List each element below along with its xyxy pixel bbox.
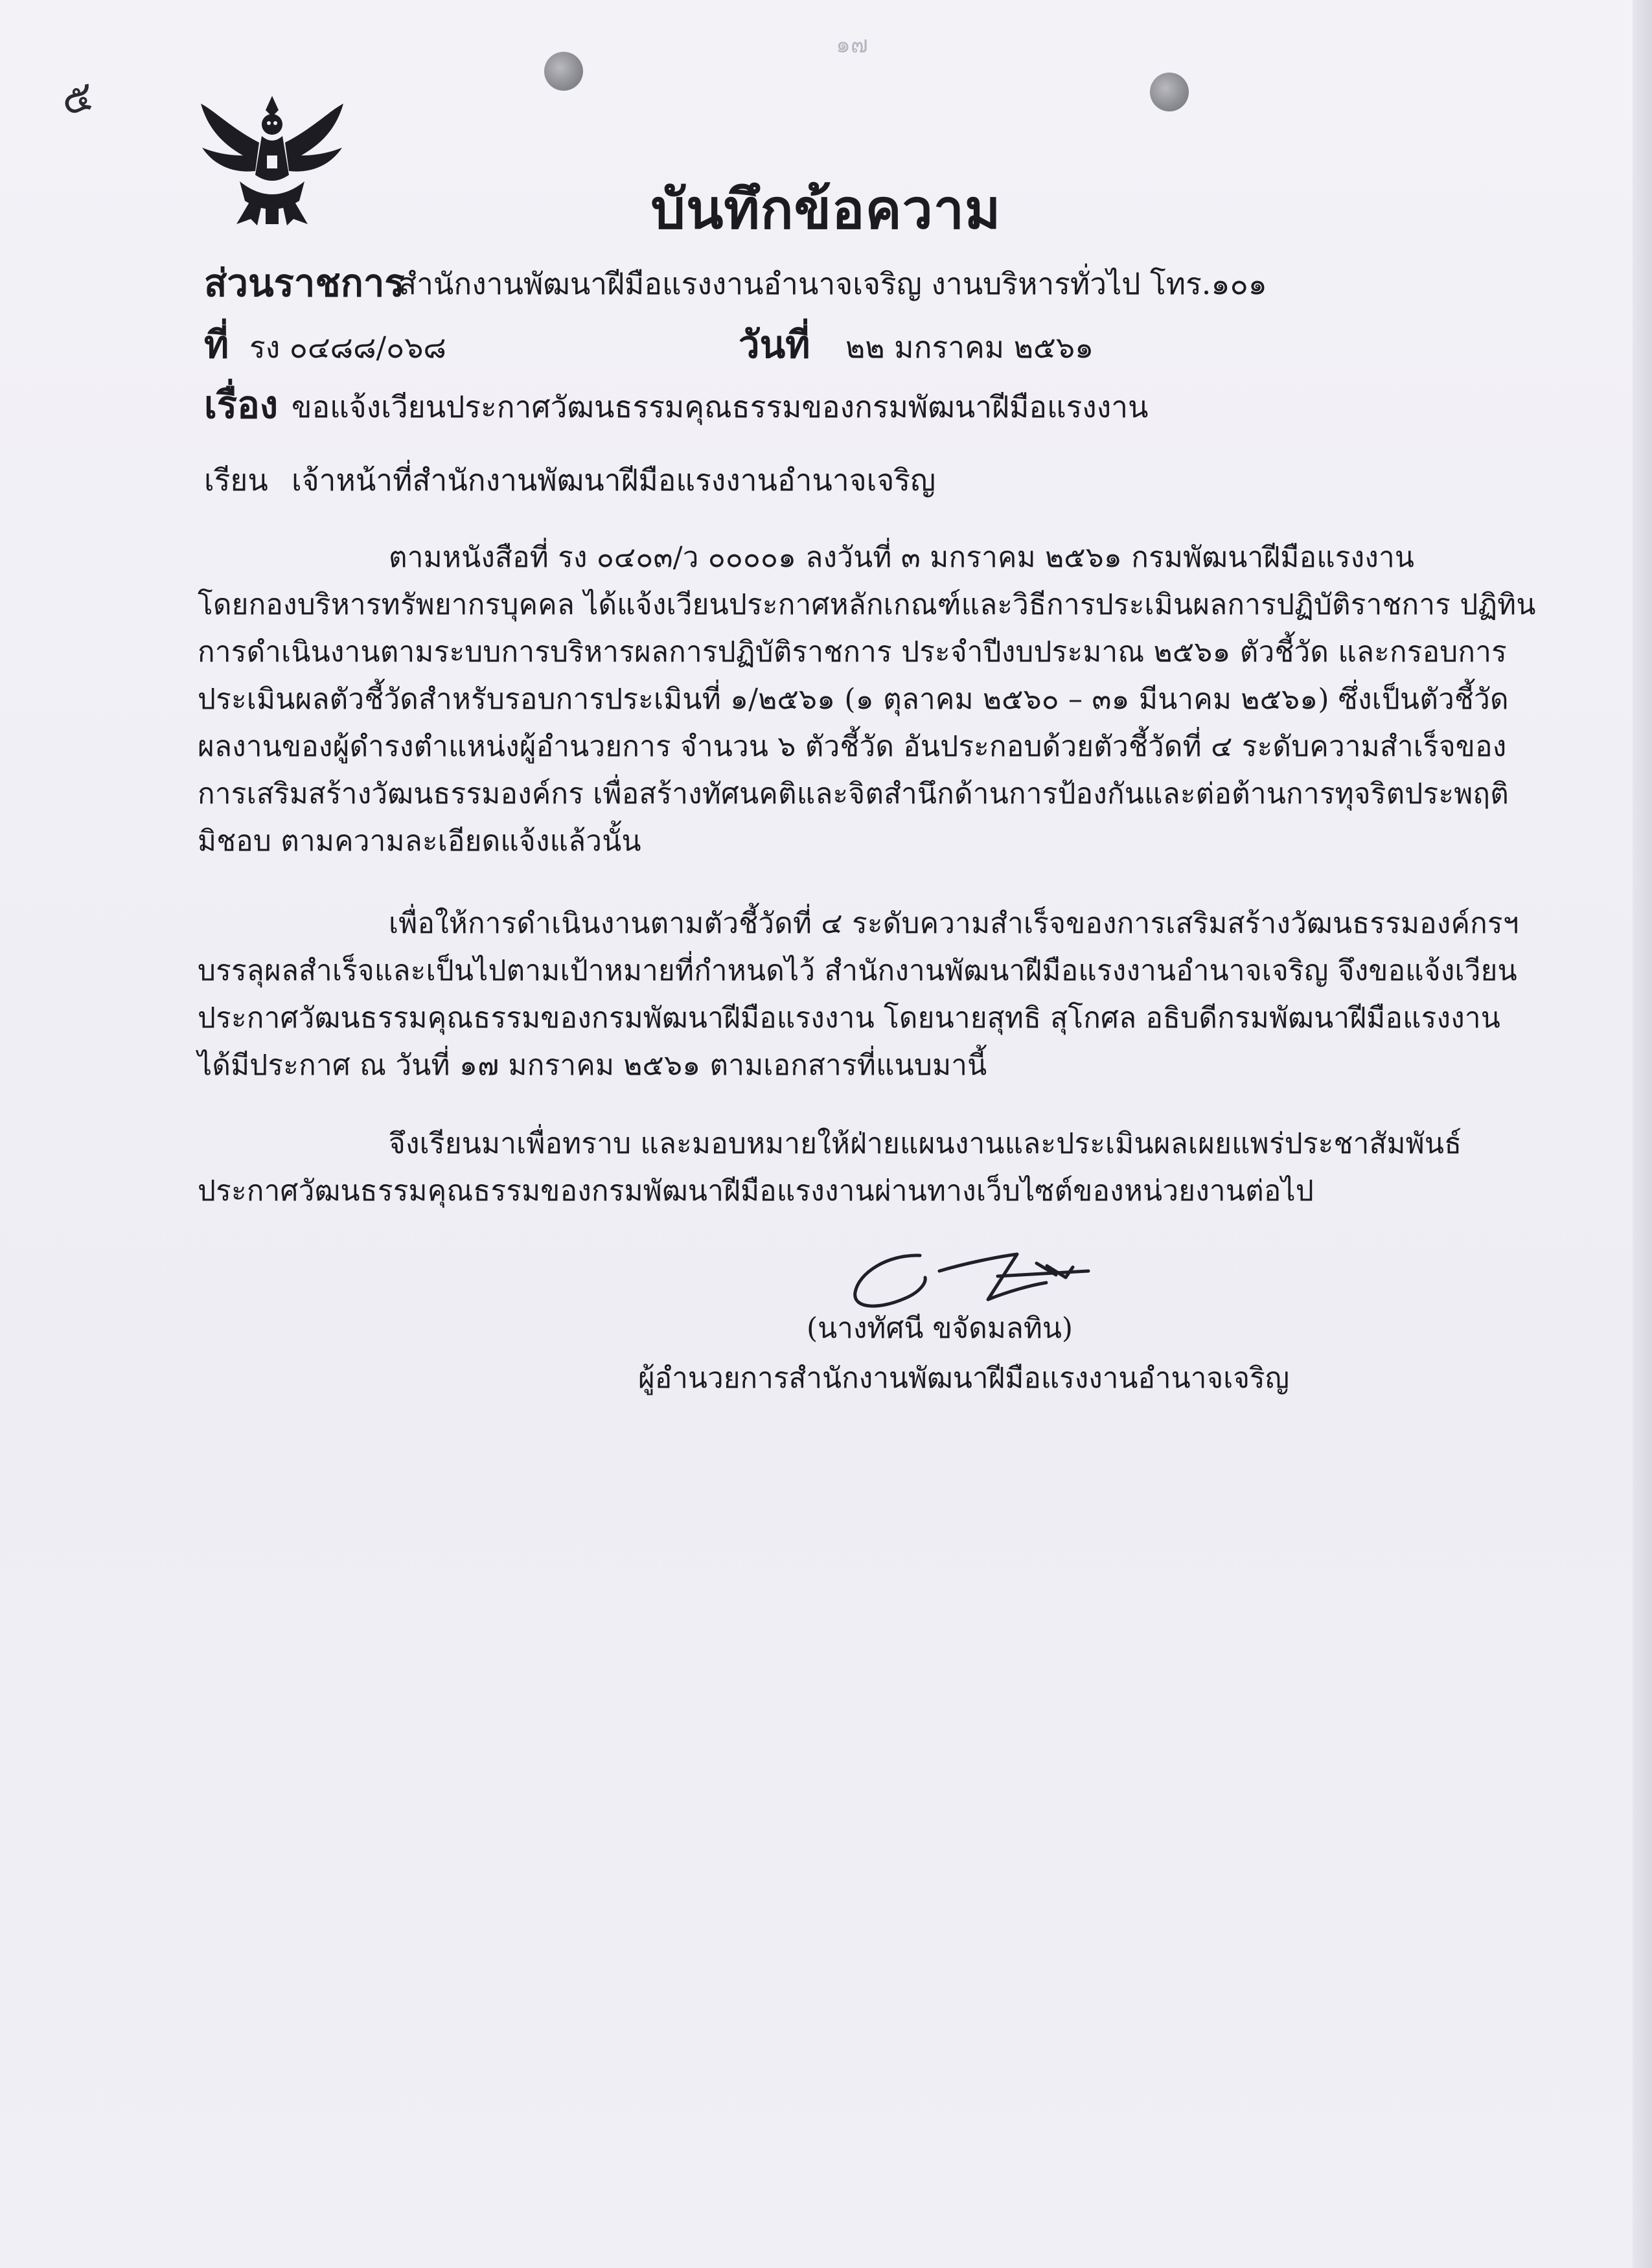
subject-label: เรื่อง xyxy=(204,383,279,427)
page-title: บันทึกข้อความ xyxy=(650,177,1002,241)
body-line: เพื่อให้การดำเนินงานตามตัวชี้วัดที่ ๔ ระดับความสำเร็จของการเสริมสร้างวัฒนธรรมองค์กรฯ xyxy=(389,907,1519,940)
date-label: วันที่ xyxy=(739,323,810,367)
body-line: โดยกองบริหารทรัพยากรบุคคล ได้แจ้งเวียนประกาศหลักเกณฑ์และวิธีการประเมินผลการปฏิบัติราชการ ปฏิทิน xyxy=(198,588,1536,621)
body-line: ตามหนังสือที่ รง ๐๔๐๓/ว ๐๐๐๐๑ ลงวันที่ ๓ มกราคม ๒๕๖๑ กรมพัฒนาฝีมือแรงงาน xyxy=(389,541,1415,574)
body-line: ผลงานของผู้ดำรงตำแหน่งผู้อำนวยการ จำนวน ๖ ตัวชี้วัด อันประกอบด้วยตัวชี้วัดที่ ๔ ระดับความสำเร็จของ xyxy=(198,730,1507,763)
page-number: ๑๗ xyxy=(836,32,868,58)
body-line: ประกาศวัฒนธรรมคุณธรรมของกรมพัฒนาฝีมือแรงงาน โดยนายสุทธิ สุโกศล อธิบดีกรมพัฒนาฝีมือแรงงาน xyxy=(198,1002,1501,1035)
body-line: จึงเรียนมาเพื่อทราบ และมอบหมายให้ฝ่ายแผนงานและประเมินผลเผยแพร่ประชาสัมพันธ์ xyxy=(389,1127,1462,1160)
number-label: ที่ xyxy=(204,323,229,367)
body-line: มิชอบ ตามความละเอียดแจ้งแล้วนั้น xyxy=(198,825,641,858)
signatory-position: ผู้อำนวยการสำนักงานพัฒนาฝีมือแรงงานอำนาจเจริญ xyxy=(638,1362,1290,1395)
paper-edge xyxy=(1633,0,1652,2268)
corner-handwritten-mark: ๕ xyxy=(57,71,98,126)
punch-hole-left xyxy=(544,52,583,91)
subject-value: ขอแจ้งเวียนประกาศวัฒนธรรมคุณธรรมของกรมพัฒนาฝีมือแรงงาน xyxy=(292,389,1149,424)
body-line: บรรลุผลสำเร็จและเป็นไปตามเป้าหมายที่กำหนดไว้ สำนักงานพัฒนาฝีมือแรงงานอำนาจเจริญ จึงขอแจ้งเวียน xyxy=(198,954,1517,987)
salutation-value: เจ้าหน้าที่สำนักงานพัฒนาฝีมือแรงงานอำนาจเจริญ xyxy=(292,463,936,498)
body-line: การดำเนินงานตามระบบการบริหารผลการปฏิบัติราชการ ประจำปีงบประมาณ ๒๕๖๑ ตัวชี้วัด และกรอบการ xyxy=(198,636,1507,669)
body-line: การเสริมสร้างวัฒนธรรมองค์กร เพื่อสร้างทัศนคติและจิตสำนึกด้านการป้องกันและต่อต้านการทุจริตประพฤติ xyxy=(198,777,1509,810)
body-line: ประกาศวัฒนธรรมคุณธรรมของกรมพัฒนาฝีมือแรงงานผ่านทางเว็บไซต์ของหน่วยงานต่อไป xyxy=(198,1174,1314,1208)
body-line: ได้มีประกาศ ณ วันที่ ๑๗ มกราคม ๒๕๖๑ ตามเอกสารที่แนบมานี้ xyxy=(198,1049,987,1082)
department-label: ส่วนราชการ xyxy=(204,261,405,305)
salutation-label: เรียน xyxy=(204,463,268,498)
number-value: รง ๐๔๘๘/๐๖๘ xyxy=(249,330,446,365)
date-value: ๒๒ มกราคม ๒๕๖๑ xyxy=(845,330,1094,365)
signatory-name: (นางทัศนี ขจัดมลทิน) xyxy=(807,1312,1073,1345)
department-value: สำนักงานพัฒนาฝีมือแรงงานอำนาจเจริญ งานบริหารทั่วไป โทร.๑๐๑ xyxy=(398,266,1267,301)
body-line: ประเมินผลตัวชี้วัดสำหรับรอบการประเมินที่ ๑/๒๕๖๑ (๑ ตุลาคม ๒๕๖๐ – ๓๑ มีนาคม ๒๕๖๑) ซึ่งเป็นตัวชี้วัด xyxy=(198,683,1509,716)
punch-hole-right xyxy=(1150,73,1189,111)
